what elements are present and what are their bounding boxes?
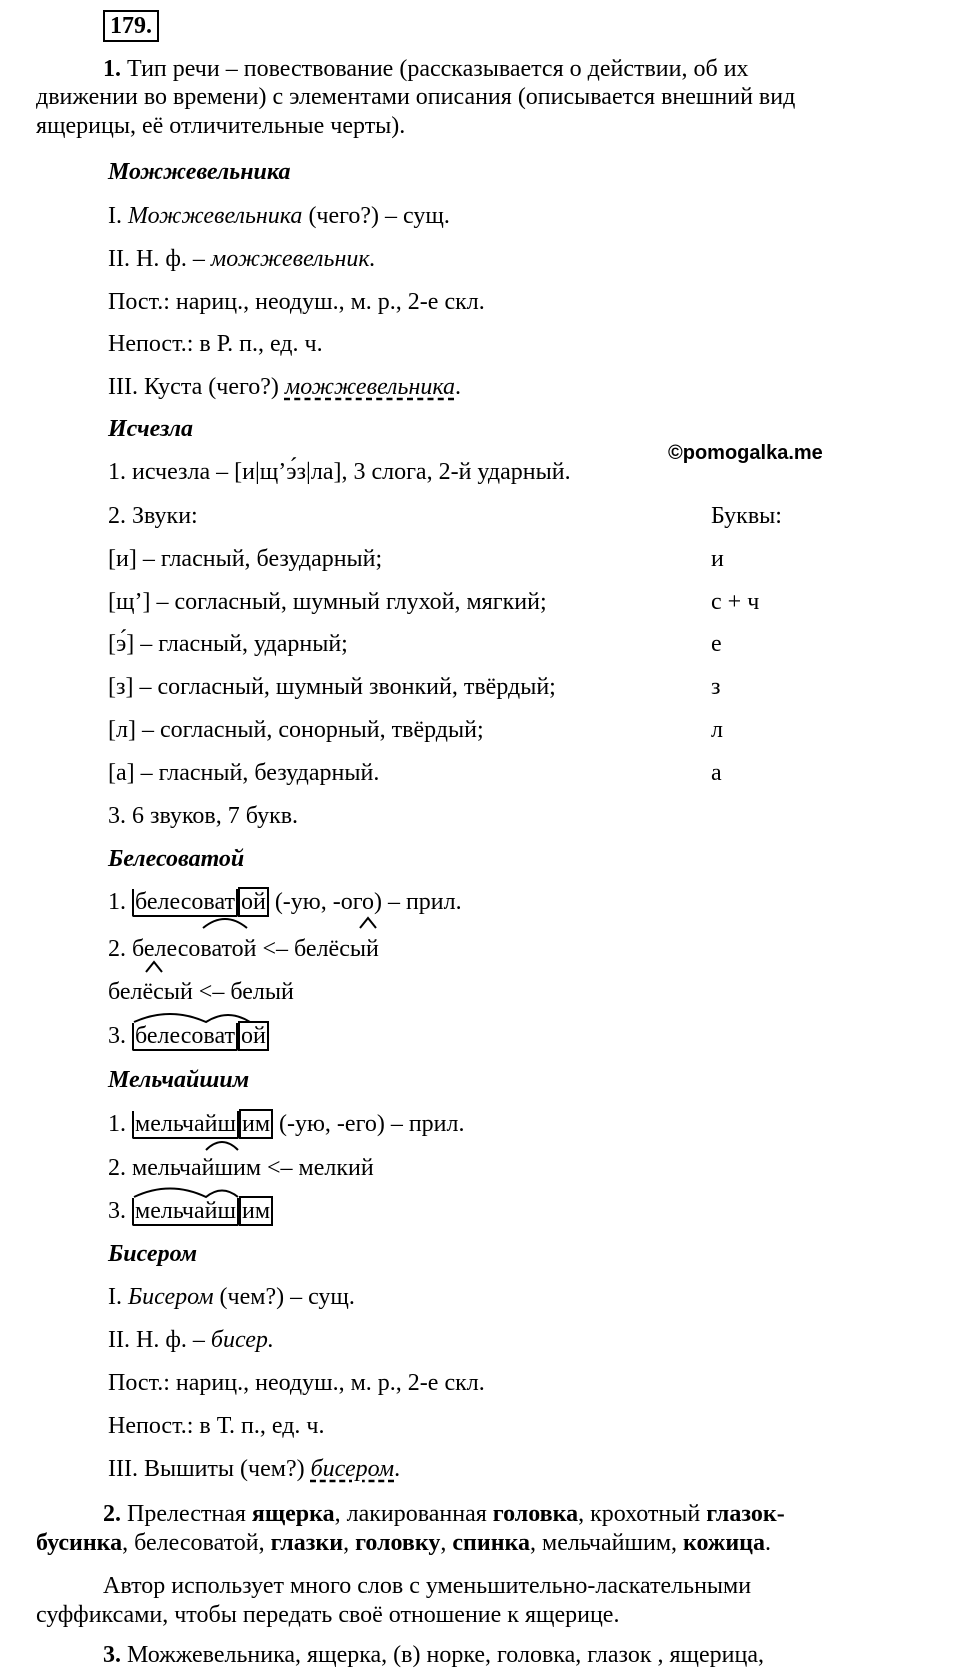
melch-l1-ending: им — [239, 1109, 273, 1139]
p1-line3: ящерицы, её отличительные черты). — [36, 113, 406, 139]
suffix-arc — [134, 1189, 238, 1198]
p2-line1 — [103, 1500, 785, 1528]
beles-line1 — [108, 888, 462, 916]
biser-heading: Бисером — [108, 1241, 198, 1267]
sound-row: [з] – согласный, шумный звонкий, твёрдый; — [108, 674, 556, 700]
watermark: ©pomogalka.me — [668, 442, 823, 464]
letters-label: Буквы: — [711, 503, 782, 529]
sound-row: [и] – гласный, безударный; — [108, 546, 383, 572]
biser-line4: Непост.: в Т. п., ед. ч. — [108, 1413, 325, 1439]
melch-l1-num: 1. — [108, 1111, 132, 1137]
beles-l1-num: 1. — [108, 889, 132, 915]
p2-w6: головку — [355, 1530, 441, 1556]
p3-num: 3. — [103, 1642, 121, 1668]
p2-w8: кожица — [683, 1530, 765, 1556]
melch-l1-root: мельчайш — [132, 1111, 239, 1139]
mozh-l2-word: можжевельник. — [210, 246, 376, 272]
beles-l1-ending: ой — [238, 887, 269, 917]
p1-line2: движении во времени) с элементами описания (описывается внешний вид — [36, 84, 796, 110]
mozh-heading: Можжевельника — [108, 159, 291, 185]
biser-line2 — [108, 1326, 274, 1354]
p2-w3: глазок- — [706, 1501, 785, 1527]
ischezla-line1: 1. исчезла – [и|щ’э́з|ла], 3 слога, 2-й ударный. — [108, 459, 571, 485]
mozh-l1-word: Можжевельника — [128, 203, 303, 229]
p2-w4: бусинка — [36, 1530, 123, 1556]
melch-l3-num: 3. — [108, 1198, 132, 1224]
ischezla-total: 3. 6 звуков, 7 букв. — [108, 803, 299, 829]
letter-cell: з — [711, 674, 721, 700]
biser-l2-word: бисер. — [210, 1327, 274, 1353]
p2-num: 2. — [103, 1501, 121, 1527]
beles-l4-ending: ой — [238, 1021, 269, 1051]
p2-s1: Прелестная — [121, 1501, 252, 1527]
mozh-line4: Непост.: в Р. п., ед. ч. — [108, 331, 323, 357]
beles-l4-num: 3. — [108, 1023, 132, 1049]
melch-l3-root: мельчайш — [132, 1198, 239, 1226]
biser-line5 — [108, 1455, 400, 1483]
sound-row: [щ’] – согласный, шумный глухой, мягкий; — [108, 589, 547, 615]
biser-l2-pre: II. Н. ф. – — [108, 1327, 211, 1353]
mozh-line5 — [108, 373, 461, 401]
p2-line2 — [36, 1529, 771, 1557]
p2-s4: , белесоватой, — [122, 1530, 271, 1556]
sounds-label: 2. Звуки: — [108, 503, 198, 529]
suffix-arc — [206, 1142, 238, 1150]
p3-text1: Можжевельника, ящерка, (в) норке, головка, глазок , ящерица, — [121, 1642, 764, 1668]
p2b-line1: Автор использует много слов с уменьшительно-ласкательными — [103, 1573, 752, 1599]
letter-cell: с + ч — [711, 589, 760, 615]
suffix-arc — [203, 919, 247, 928]
p2-s3: , крохотный — [578, 1501, 707, 1527]
p2-w5: глазки — [270, 1530, 344, 1556]
biser-l5-pre: III. Вышиты (чем?) — [108, 1456, 311, 1482]
suffix-arc — [360, 918, 376, 928]
biser-l1-post: (чем?) – сущ. — [213, 1284, 355, 1310]
exercise-number: 179. — [103, 10, 159, 42]
suffix-arc — [146, 962, 162, 972]
p1-num: 1. — [103, 56, 121, 82]
mozh-line2 — [108, 245, 376, 273]
suffix-arc — [134, 1014, 250, 1022]
p1-line1 — [103, 55, 749, 83]
letter-cell: а — [711, 760, 722, 786]
biser-l1-word: Бисером — [128, 1284, 214, 1310]
sound-row: [э́] – гласный, ударный; — [108, 631, 348, 657]
letter-cell: е — [711, 631, 722, 657]
melch-line3 — [108, 1197, 273, 1225]
beles-heading: Белесоватой — [108, 846, 245, 872]
letter-cell: л — [711, 717, 723, 743]
biser-l5-word: бисером — [310, 1456, 395, 1482]
p2b-line2: суффиксами, чтобы передать своё отношение к ящерице. — [36, 1602, 620, 1628]
beles-line4 — [108, 1022, 269, 1050]
mozh-l5-post: . — [454, 374, 461, 400]
biser-l1-pre: I. — [108, 1284, 128, 1310]
ischezla-heading: Исчезла — [108, 416, 194, 442]
sound-row: [а] – гласный, безударный. — [108, 760, 380, 786]
mozh-l5-pre: III. Куста (чего?) — [108, 374, 285, 400]
p2-s8: . — [765, 1530, 771, 1556]
beles-l1-root: белесоват — [132, 889, 238, 917]
beles-l4-root: белесоват — [132, 1023, 238, 1051]
biser-l5-post: . — [394, 1456, 401, 1482]
melch-l3-ending: им — [239, 1196, 273, 1226]
mozh-l2-pre: II. Н. ф. – — [108, 246, 211, 272]
mozh-l5-word: можжевельника — [284, 374, 455, 400]
letter-cell: и — [711, 546, 724, 572]
melch-line1 — [108, 1110, 464, 1138]
p2-s7: , мельчайшим, — [530, 1530, 684, 1556]
beles-line2: 2. белесоватой <– белёсый — [108, 936, 379, 962]
mozh-l1-pre: I. — [108, 203, 128, 229]
beles-line3: белёсый <– белый — [108, 979, 294, 1005]
biser-line3: Пост.: нариц., неодуш., м. р., 2-е скл. — [108, 1370, 485, 1396]
mozh-line3: Пост.: нариц., неодуш., м. р., 2-е скл. — [108, 289, 485, 315]
p2-w2: головка — [492, 1501, 579, 1527]
mozh-line1 — [108, 202, 450, 230]
melch-heading: Мельчайшим — [108, 1067, 250, 1093]
p2-s5: , — [343, 1530, 356, 1556]
p3-line1 — [103, 1641, 764, 1669]
biser-line1 — [108, 1283, 355, 1311]
p2-w1: ящерка — [251, 1501, 335, 1527]
p1-text1: Тип речи – повествование (рассказывается о действии, об их — [127, 56, 749, 82]
p2-w7: спинка — [452, 1530, 530, 1556]
p2-s2: , лакированная — [334, 1501, 493, 1527]
melch-line2: 2. мельчайшим <– мелкий — [108, 1155, 374, 1181]
sound-row: [л] – согласный, сонорный, твёрдый; — [108, 717, 484, 743]
beles-l1-post: (-ую, -ого) – прил. — [268, 889, 462, 915]
mozh-l1-post: (чего?) – сущ. — [302, 203, 450, 229]
melch-l1-post: (-ую, -его) – прил. — [273, 1111, 465, 1137]
p2-s6: , — [440, 1530, 453, 1556]
